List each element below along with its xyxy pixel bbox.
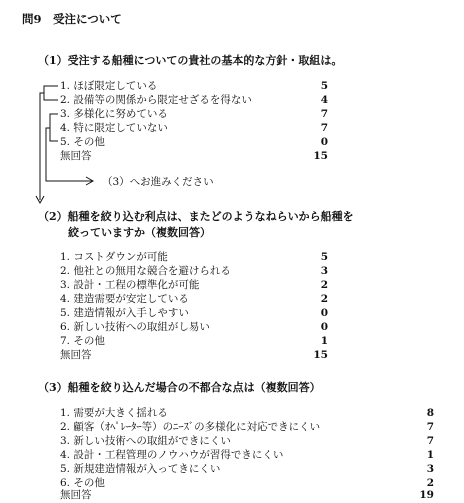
bracket-items-3-5 (50, 114, 58, 141)
q2-count-4: 2 (320, 293, 328, 305)
q3-count-3: 7 (426, 435, 434, 447)
q3-item-no-answer: 無回答 (60, 489, 92, 501)
q2-item-7: 7. その他 (60, 335, 105, 347)
q1-item-2: 2. 設備等の関係から限定せざるを得ない (60, 94, 252, 106)
q3-count-4: 1 (426, 449, 434, 461)
q3-count-2: 7 (426, 421, 434, 433)
q3-count-1: 8 (426, 407, 434, 419)
q1-count-1: 5 (320, 80, 328, 92)
q2-count-5: 0 (320, 307, 328, 319)
q2-count-1: 5 (320, 251, 328, 263)
q3-count-5: 3 (426, 463, 434, 475)
q2-count-2: 3 (320, 265, 328, 277)
q1-count-no-answer: 15 (313, 150, 328, 162)
q1-item-3: 3. 多様化に努めている (60, 108, 168, 120)
q2-item-6: 6. 新しい技術への取組がし易い (60, 321, 210, 333)
q3-item-6: 6. その他 (60, 477, 105, 489)
arrow-to-q2-line (40, 93, 44, 200)
q3-item-5: 5. 新規建造情報が入ってきにくい (60, 463, 221, 475)
q2-count-7: 1 (320, 335, 328, 347)
q1-item-no-answer: 無回答 (60, 150, 92, 162)
bracket-items-1-2 (44, 86, 58, 100)
q3-count-no-answer: 19 (419, 489, 434, 501)
q2-item-2: 2. 他社との無用な競合を避けられる (60, 265, 231, 277)
q3-item-4: 4. 設計・工程管理のノウハウが習得できにくい (60, 449, 284, 461)
q2-item-no-answer: 無回答 (60, 349, 92, 361)
q3-heading: （3）船種を絞り込んだ場合の不都合な点は（複数回答） (38, 381, 321, 394)
q1-count-3: 7 (320, 108, 328, 120)
q2-item-3: 3. 設計・工程の標準化が可能 (60, 279, 200, 291)
q1-item-4: 4. 特に限定していない (60, 122, 168, 134)
q1-item-1: 1. ほぼ限定している (60, 80, 158, 92)
q1-jump-note: （3）へお進みください (102, 176, 214, 188)
q1-count-4: 7 (320, 122, 328, 134)
q3-item-1: 1. 需要が大きく揺れる (60, 407, 168, 419)
q1-item-5: 5. その他 (60, 136, 105, 148)
q3-count-6: 2 (426, 477, 434, 489)
q2-item-1: 1. コストダウンが可能 (60, 251, 168, 263)
q2-item-4: 4. 建造需要が安定している (60, 293, 189, 305)
q2-count-3: 2 (320, 279, 328, 291)
q2-heading-line1: （2）船種を絞り込む利点は、またどのようなねらいから船種を (38, 210, 354, 223)
page-title: 問9 受注について (22, 12, 122, 26)
q2-count-6: 0 (320, 321, 328, 333)
q2-heading-line2: 絞っていますか（複数回答） (68, 226, 211, 239)
q1-count-2: 4 (320, 94, 328, 106)
q1-count-5: 0 (320, 136, 328, 148)
q3-item-3: 3. 新しい技術への取組ができにくい (60, 435, 231, 447)
q3-item-2: 2. 顧客（ｵﾍﾟﾚｰﾀｰ等）のﾆｰｽﾞの多様化に対応できにくい (60, 421, 321, 433)
q2-item-5: 5. 建造情報が入手しやすい (60, 307, 189, 319)
q1-heading: （1）受注する船種についての貴社の基本的な方針・取組は。 (38, 54, 343, 67)
q2-count-no-answer: 15 (313, 349, 328, 361)
